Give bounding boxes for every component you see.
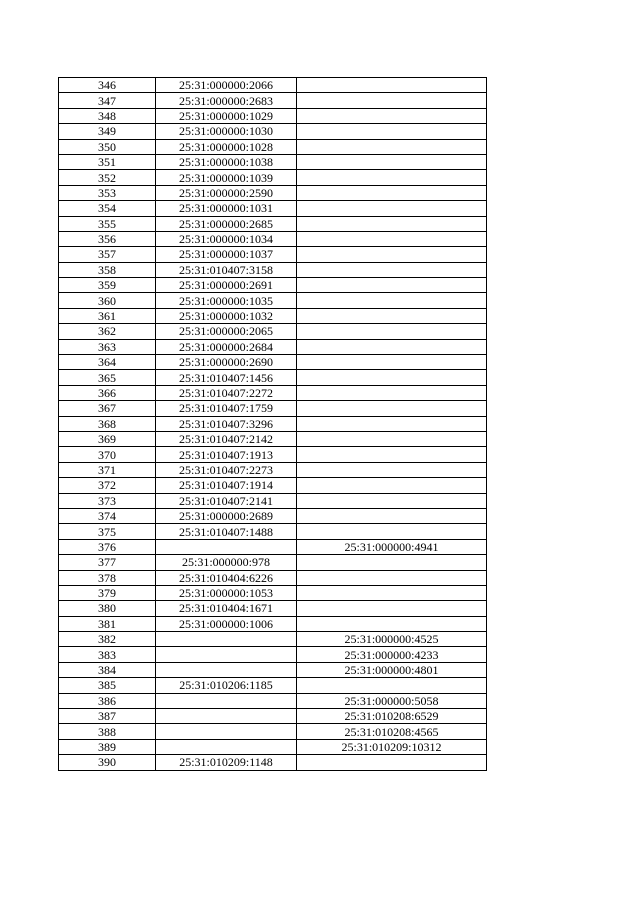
table-row [59,262,487,277]
additional-cadastral-number-cell [297,401,487,416]
row-number-cell: 346 [59,78,156,93]
cadastral-number-cell: 25:31:000000:2684 [156,339,297,354]
row-number-cell: 381 [59,616,156,631]
additional-cadastral-number-cell: 25:31:010208:4565 [297,724,487,739]
cadastral-number-cell: 25:31:010407:1456 [156,370,297,385]
additional-cadastral-number-cell [297,185,487,200]
row-number-cell: 388 [59,724,156,739]
table-row [59,278,487,293]
additional-cadastral-number-cell [297,154,487,169]
additional-cadastral-number-cell [297,278,487,293]
table-row [59,585,487,600]
additional-cadastral-number-cell [297,262,487,277]
row-number-cell: 361 [59,308,156,323]
additional-cadastral-number-cell [297,78,487,93]
cadastral-number-cell: 25:31:010407:1914 [156,478,297,493]
table-row [59,231,487,246]
cadastral-number-cell: 25:31:000000:2590 [156,185,297,200]
additional-cadastral-number-cell [297,447,487,462]
row-number-cell: 372 [59,478,156,493]
table-row [59,739,487,754]
table-row [59,493,487,508]
table-row [59,508,487,523]
row-number-cell: 351 [59,154,156,169]
table-row [59,401,487,416]
cadastral-number-cell: 25:31:000000:1039 [156,170,297,185]
table-row [59,632,487,647]
row-number-cell: 387 [59,709,156,724]
cadastral-number-cell: 25:31:000000:978 [156,555,297,570]
cadastral-number-cell: 25:31:010404:6226 [156,570,297,585]
table-row [59,647,487,662]
table-row [59,693,487,708]
table-row [59,570,487,585]
table-row [59,662,487,677]
row-number-cell: 383 [59,647,156,662]
table-row [59,216,487,231]
additional-cadastral-number-cell: 25:31:010208:6529 [297,709,487,724]
cadastral-number-cell: 25:31:000000:1006 [156,616,297,631]
row-number-cell: 357 [59,247,156,262]
cadastral-number-cell: 25:31:000000:2683 [156,93,297,108]
cadastral-number-table [58,77,487,771]
table-row [59,385,487,400]
table-row [59,462,487,477]
row-number-cell: 349 [59,124,156,139]
row-number-cell: 363 [59,339,156,354]
cadastral-number-cell: 25:31:000000:2065 [156,324,297,339]
row-number-cell: 359 [59,278,156,293]
additional-cadastral-number-cell: 25:31:000000:4801 [297,662,487,677]
additional-cadastral-number-cell [297,124,487,139]
cadastral-number-cell: 25:31:000000:2689 [156,508,297,523]
row-number-cell: 370 [59,447,156,462]
table-row [59,478,487,493]
additional-cadastral-number-cell [297,170,487,185]
row-number-cell: 352 [59,170,156,185]
cadastral-number-cell: 25:31:000000:2066 [156,78,297,93]
table-row [59,755,487,770]
additional-cadastral-number-cell [297,601,487,616]
cadastral-number-cell: 25:31:010404:1671 [156,601,297,616]
table-row [59,601,487,616]
cadastral-number-cell [156,647,297,662]
table-row [59,93,487,108]
cadastral-number-cell [156,662,297,677]
additional-cadastral-number-cell [297,324,487,339]
cadastral-number-cell: 25:31:010407:2141 [156,493,297,508]
additional-cadastral-number-cell [297,416,487,431]
row-number-cell: 358 [59,262,156,277]
table-row [59,108,487,123]
row-number-cell: 367 [59,401,156,416]
additional-cadastral-number-cell [297,524,487,539]
cadastral-number-cell: 25:31:010407:3158 [156,262,297,277]
additional-cadastral-number-cell [297,431,487,446]
table-row [59,616,487,631]
row-number-cell: 360 [59,293,156,308]
cadastral-number-cell [156,632,297,647]
cadastral-number-cell: 25:31:010407:1488 [156,524,297,539]
additional-cadastral-number-cell [297,616,487,631]
row-number-cell: 382 [59,632,156,647]
additional-cadastral-number-cell [297,231,487,246]
table-row [59,124,487,139]
row-number-cell: 366 [59,385,156,400]
cadastral-number-cell: 25:31:000000:1035 [156,293,297,308]
cadastral-number-cell: 25:31:010407:1913 [156,447,297,462]
row-number-cell: 385 [59,678,156,693]
row-number-cell: 389 [59,739,156,754]
cadastral-number-cell [156,709,297,724]
row-number-cell: 356 [59,231,156,246]
row-number-cell: 376 [59,539,156,554]
cadastral-number-cell: 25:31:000000:1037 [156,247,297,262]
row-number-cell: 365 [59,370,156,385]
cadastral-number-cell: 25:31:000000:1030 [156,124,297,139]
row-number-cell: 378 [59,570,156,585]
row-number-cell: 364 [59,355,156,370]
additional-cadastral-number-cell [297,247,487,262]
cadastral-number-cell [156,739,297,754]
table-row [59,185,487,200]
table-row [59,555,487,570]
row-number-cell: 350 [59,139,156,154]
table-row [59,78,487,93]
cadastral-number-cell: 25:31:000000:1032 [156,308,297,323]
row-number-cell: 362 [59,324,156,339]
cadastral-number-cell: 25:31:010407:2142 [156,431,297,446]
additional-cadastral-number-cell [297,108,487,123]
cadastral-number-cell [156,539,297,554]
additional-cadastral-number-cell [297,370,487,385]
cadastral-number-cell: 25:31:010206:1185 [156,678,297,693]
table-row [59,370,487,385]
row-number-cell: 390 [59,755,156,770]
table-row [59,308,487,323]
row-number-cell: 368 [59,416,156,431]
table-row [59,678,487,693]
additional-cadastral-number-cell [297,139,487,154]
additional-cadastral-number-cell [297,678,487,693]
table-row [59,293,487,308]
cadastral-number-cell [156,693,297,708]
row-number-cell: 377 [59,555,156,570]
row-number-cell: 347 [59,93,156,108]
cadastral-number-cell: 25:31:010209:1148 [156,755,297,770]
additional-cadastral-number-cell [297,570,487,585]
table-row [59,355,487,370]
additional-cadastral-number-cell: 25:31:000000:4525 [297,632,487,647]
cadastral-number-cell: 25:31:000000:2690 [156,355,297,370]
additional-cadastral-number-cell: 25:31:000000:4233 [297,647,487,662]
additional-cadastral-number-cell [297,308,487,323]
table-row [59,709,487,724]
cadastral-number-cell: 25:31:010407:3296 [156,416,297,431]
table-row [59,324,487,339]
cadastral-number-cell: 25:31:000000:1053 [156,585,297,600]
additional-cadastral-number-cell [297,478,487,493]
row-number-cell: 373 [59,493,156,508]
row-number-cell: 384 [59,662,156,677]
additional-cadastral-number-cell [297,493,487,508]
additional-cadastral-number-cell [297,355,487,370]
additional-cadastral-number-cell [297,755,487,770]
row-number-cell: 375 [59,524,156,539]
row-number-cell: 380 [59,601,156,616]
additional-cadastral-number-cell [297,585,487,600]
row-number-cell: 379 [59,585,156,600]
cadastral-number-cell: 25:31:000000:1038 [156,154,297,169]
cadastral-number-cell: 25:31:010407:2272 [156,385,297,400]
additional-cadastral-number-cell [297,201,487,216]
additional-cadastral-number-cell [297,339,487,354]
row-number-cell: 353 [59,185,156,200]
cadastral-number-cell: 25:31:000000:1031 [156,201,297,216]
additional-cadastral-number-cell: 25:31:000000:5058 [297,693,487,708]
table-row [59,139,487,154]
row-number-cell: 355 [59,216,156,231]
table-row [59,539,487,554]
table-row [59,431,487,446]
row-number-cell: 354 [59,201,156,216]
additional-cadastral-number-cell [297,216,487,231]
row-number-cell: 348 [59,108,156,123]
cadastral-number-cell: 25:31:000000:2691 [156,278,297,293]
additional-cadastral-number-cell [297,508,487,523]
table-row [59,170,487,185]
cadastral-number-cell [156,724,297,739]
table-row [59,154,487,169]
table-body [59,78,487,771]
row-number-cell: 386 [59,693,156,708]
cadastral-number-cell: 25:31:010407:1759 [156,401,297,416]
additional-cadastral-number-cell [297,385,487,400]
table-row [59,447,487,462]
row-number-cell: 374 [59,508,156,523]
additional-cadastral-number-cell [297,555,487,570]
table-row [59,416,487,431]
cadastral-number-cell: 25:31:000000:1034 [156,231,297,246]
cadastral-number-cell: 25:31:000000:2685 [156,216,297,231]
table-row [59,247,487,262]
table-row [59,339,487,354]
additional-cadastral-number-cell: 25:31:010209:10312 [297,739,487,754]
table-row [59,201,487,216]
cadastral-number-cell: 25:31:000000:1028 [156,139,297,154]
cadastral-number-cell: 25:31:000000:1029 [156,108,297,123]
additional-cadastral-number-cell: 25:31:000000:4941 [297,539,487,554]
additional-cadastral-number-cell [297,293,487,308]
cadastral-number-cell: 25:31:010407:2273 [156,462,297,477]
additional-cadastral-number-cell [297,462,487,477]
table-row [59,724,487,739]
row-number-cell: 371 [59,462,156,477]
row-number-cell: 369 [59,431,156,446]
additional-cadastral-number-cell [297,93,487,108]
table-row [59,524,487,539]
